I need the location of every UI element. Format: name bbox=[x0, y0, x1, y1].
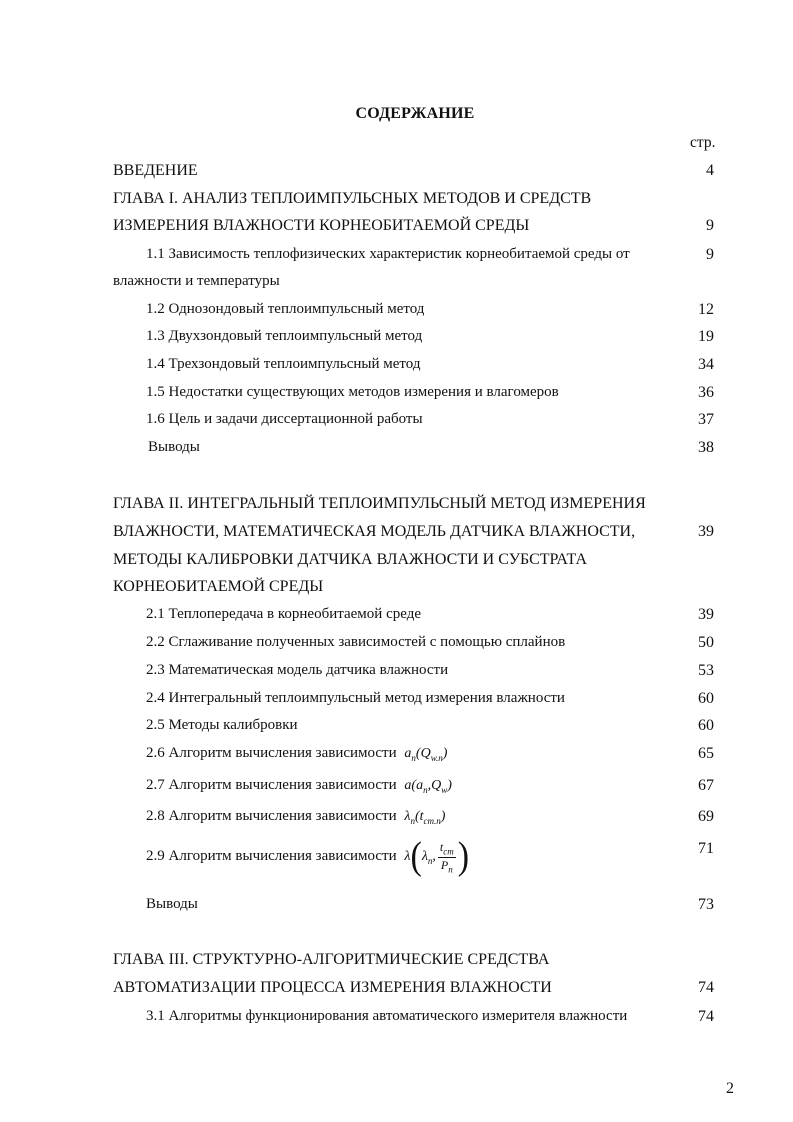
toc-chapter-2-conclusions: Выводы bbox=[146, 896, 198, 912]
toc-section-2-1: 2.1 Теплопередача в корнеобитаемой среде bbox=[146, 606, 421, 622]
toc-section-1-4: 1.4 Трехзондовый теплоимпульсный метод bbox=[146, 356, 421, 372]
page-column-label: стр. bbox=[690, 134, 716, 151]
toc-chapter-2-line-3: МЕТОДЫ КАЛИБРОВКИ ДАТЧИКА ВЛАЖНОСТИ И СУБСТРАТА bbox=[113, 551, 588, 568]
toc-section-1-1-line-2: влажности и температуры bbox=[113, 273, 280, 289]
toc-section-1-5: 1.5 Недостатки существующих методов измерения и влагомеров bbox=[146, 384, 559, 400]
toc-chapter-1-page: 9 bbox=[706, 217, 714, 234]
toc-section-2-7-page: 67 bbox=[698, 777, 714, 794]
toc-section-2-5: 2.5 Методы калибровки bbox=[146, 717, 298, 733]
toc-section-1-6-page: 37 bbox=[698, 411, 714, 428]
toc-section-2-6-page: 65 bbox=[698, 745, 714, 762]
toc-intro: ВВЕДЕНИЕ bbox=[113, 162, 198, 179]
toc-section-2-6-text: 2.6 Алгоритм вычисления зависимости bbox=[146, 745, 397, 761]
toc-section-3-1-page: 74 bbox=[698, 1008, 714, 1025]
toc-section-3-1: 3.1 Алгоритмы функционирования автоматического измерителя влажности bbox=[146, 1008, 628, 1024]
toc-section-1-1-line-1: 1.1 Зависимость теплофизических характеристик корнеобитаемой среды от bbox=[146, 246, 630, 262]
toc-section-2-9-page: 71 bbox=[698, 840, 714, 857]
toc-section-1-2: 1.2 Однозондовый теплоимпульсный метод bbox=[146, 301, 425, 317]
toc-chapter-1-conclusions-page: 38 bbox=[698, 439, 714, 456]
toc-section-1-1-page: 9 bbox=[706, 246, 714, 263]
toc-chapter-2-line-4: КОРНЕОБИТАЕМОЙ СРЕДЫ bbox=[113, 578, 324, 595]
toc-section-1-6: 1.6 Цель и задачи диссертационной работы bbox=[146, 411, 423, 427]
toc-section-2-7 bbox=[146, 777, 452, 795]
toc-section-2-1-page: 39 bbox=[698, 606, 714, 623]
toc-chapter-1-line-2: ИЗМЕРЕНИЯ ВЛАЖНОСТИ КОРНЕОБИТАЕМОЙ СРЕДЫ bbox=[113, 217, 530, 234]
toc-section-2-9-formula: $\lambda(\lambda_n$, $\frac{t_{cm}}{P_n}$ ) bbox=[404, 835, 470, 878]
toc-section-2-8-page: 69 bbox=[698, 808, 714, 825]
toc-section-2-8-formula: $\lambda_n(t_{cm.n})$ bbox=[404, 809, 446, 826]
toc-section-1-5-page: 36 bbox=[698, 384, 714, 401]
toc-section-2-9-text: 2.9 Алгоритм вычисления зависимости bbox=[146, 848, 397, 865]
toc-chapter-2-line-2: ВЛАЖНОСТИ, МАТЕМАТИЧЕСКАЯ МОДЕЛЬ ДАТЧИКА ВЛАЖНОСТИ, bbox=[113, 523, 636, 540]
toc-section-2-6-formula: $a_n(Q_{w.n})$ bbox=[404, 746, 448, 763]
toc-chapter-1-conclusions: Выводы bbox=[148, 439, 200, 455]
toc-section-2-5-page: 60 bbox=[698, 717, 714, 734]
toc-intro-page: 4 bbox=[706, 162, 714, 179]
toc-section-2-2: 2.2 Сглаживание полученных зависимостей с помощью сплайнов bbox=[146, 634, 566, 650]
toc-section-1-4-page: 34 bbox=[698, 356, 714, 373]
toc-chapter-3-line-2: АВТОМАТИЗАЦИИ ПРОЦЕССА ИЗМЕРЕНИЯ ВЛАЖНОСТИ bbox=[113, 979, 552, 996]
page-number: 2 bbox=[726, 1080, 734, 1097]
toc-section-2-6 bbox=[146, 745, 447, 763]
toc-section-2-9 bbox=[146, 835, 470, 878]
toc-section-2-7-text: 2.7 Алгоритм вычисления зависимости bbox=[146, 777, 397, 793]
toc-section-1-3: 1.3 Двухзондовый теплоимпульсный метод bbox=[146, 328, 423, 344]
toc-chapter-2-page: 39 bbox=[698, 523, 714, 540]
toc-section-2-7-formula: $a(a_n,Q_w)$ bbox=[404, 778, 452, 795]
toc-section-2-4-page: 60 bbox=[698, 690, 714, 707]
toc-chapter-2-line-1: ГЛАВА II. ИНТЕГРАЛЬНЫЙ ТЕПЛОИМПУЛЬСНЫЙ МЕТОД ИЗМЕРЕНИЯ bbox=[113, 495, 646, 512]
toc-chapter-3-line-1: ГЛАВА III. СТРУКТУРНО-АЛГОРИТМИЧЕСКИЕ СРЕДСТВА bbox=[113, 951, 550, 968]
toc-section-2-3: 2.3 Математическая модель датчика влажности bbox=[146, 662, 449, 678]
toc-section-1-2-page: 12 bbox=[698, 301, 714, 318]
toc-section-2-8-text: 2.8 Алгоритм вычисления зависимости bbox=[146, 808, 397, 824]
toc-section-2-8 bbox=[146, 808, 445, 826]
toc-section-2-2-page: 50 bbox=[698, 634, 714, 651]
toc-chapter-2-conclusions-page: 73 bbox=[698, 896, 714, 913]
toc-chapter-1-line-1: ГЛАВА I. АНАЛИЗ ТЕПЛОИМПУЛЬСНЫХ МЕТОДОВ И СРЕДСТВ bbox=[113, 190, 592, 207]
fraction: $\frac{t_{cm}}{P_n}$ bbox=[439, 840, 454, 874]
page-title: СОДЕРЖАНИЕ bbox=[355, 105, 475, 122]
toc-section-2-4: 2.4 Интегральный теплоимпульсный метод измерения влажности bbox=[146, 690, 565, 706]
toc-chapter-3-page: 74 bbox=[698, 979, 714, 996]
toc-section-1-3-page: 19 bbox=[698, 328, 714, 345]
toc-section-2-3-page: 53 bbox=[698, 662, 714, 679]
